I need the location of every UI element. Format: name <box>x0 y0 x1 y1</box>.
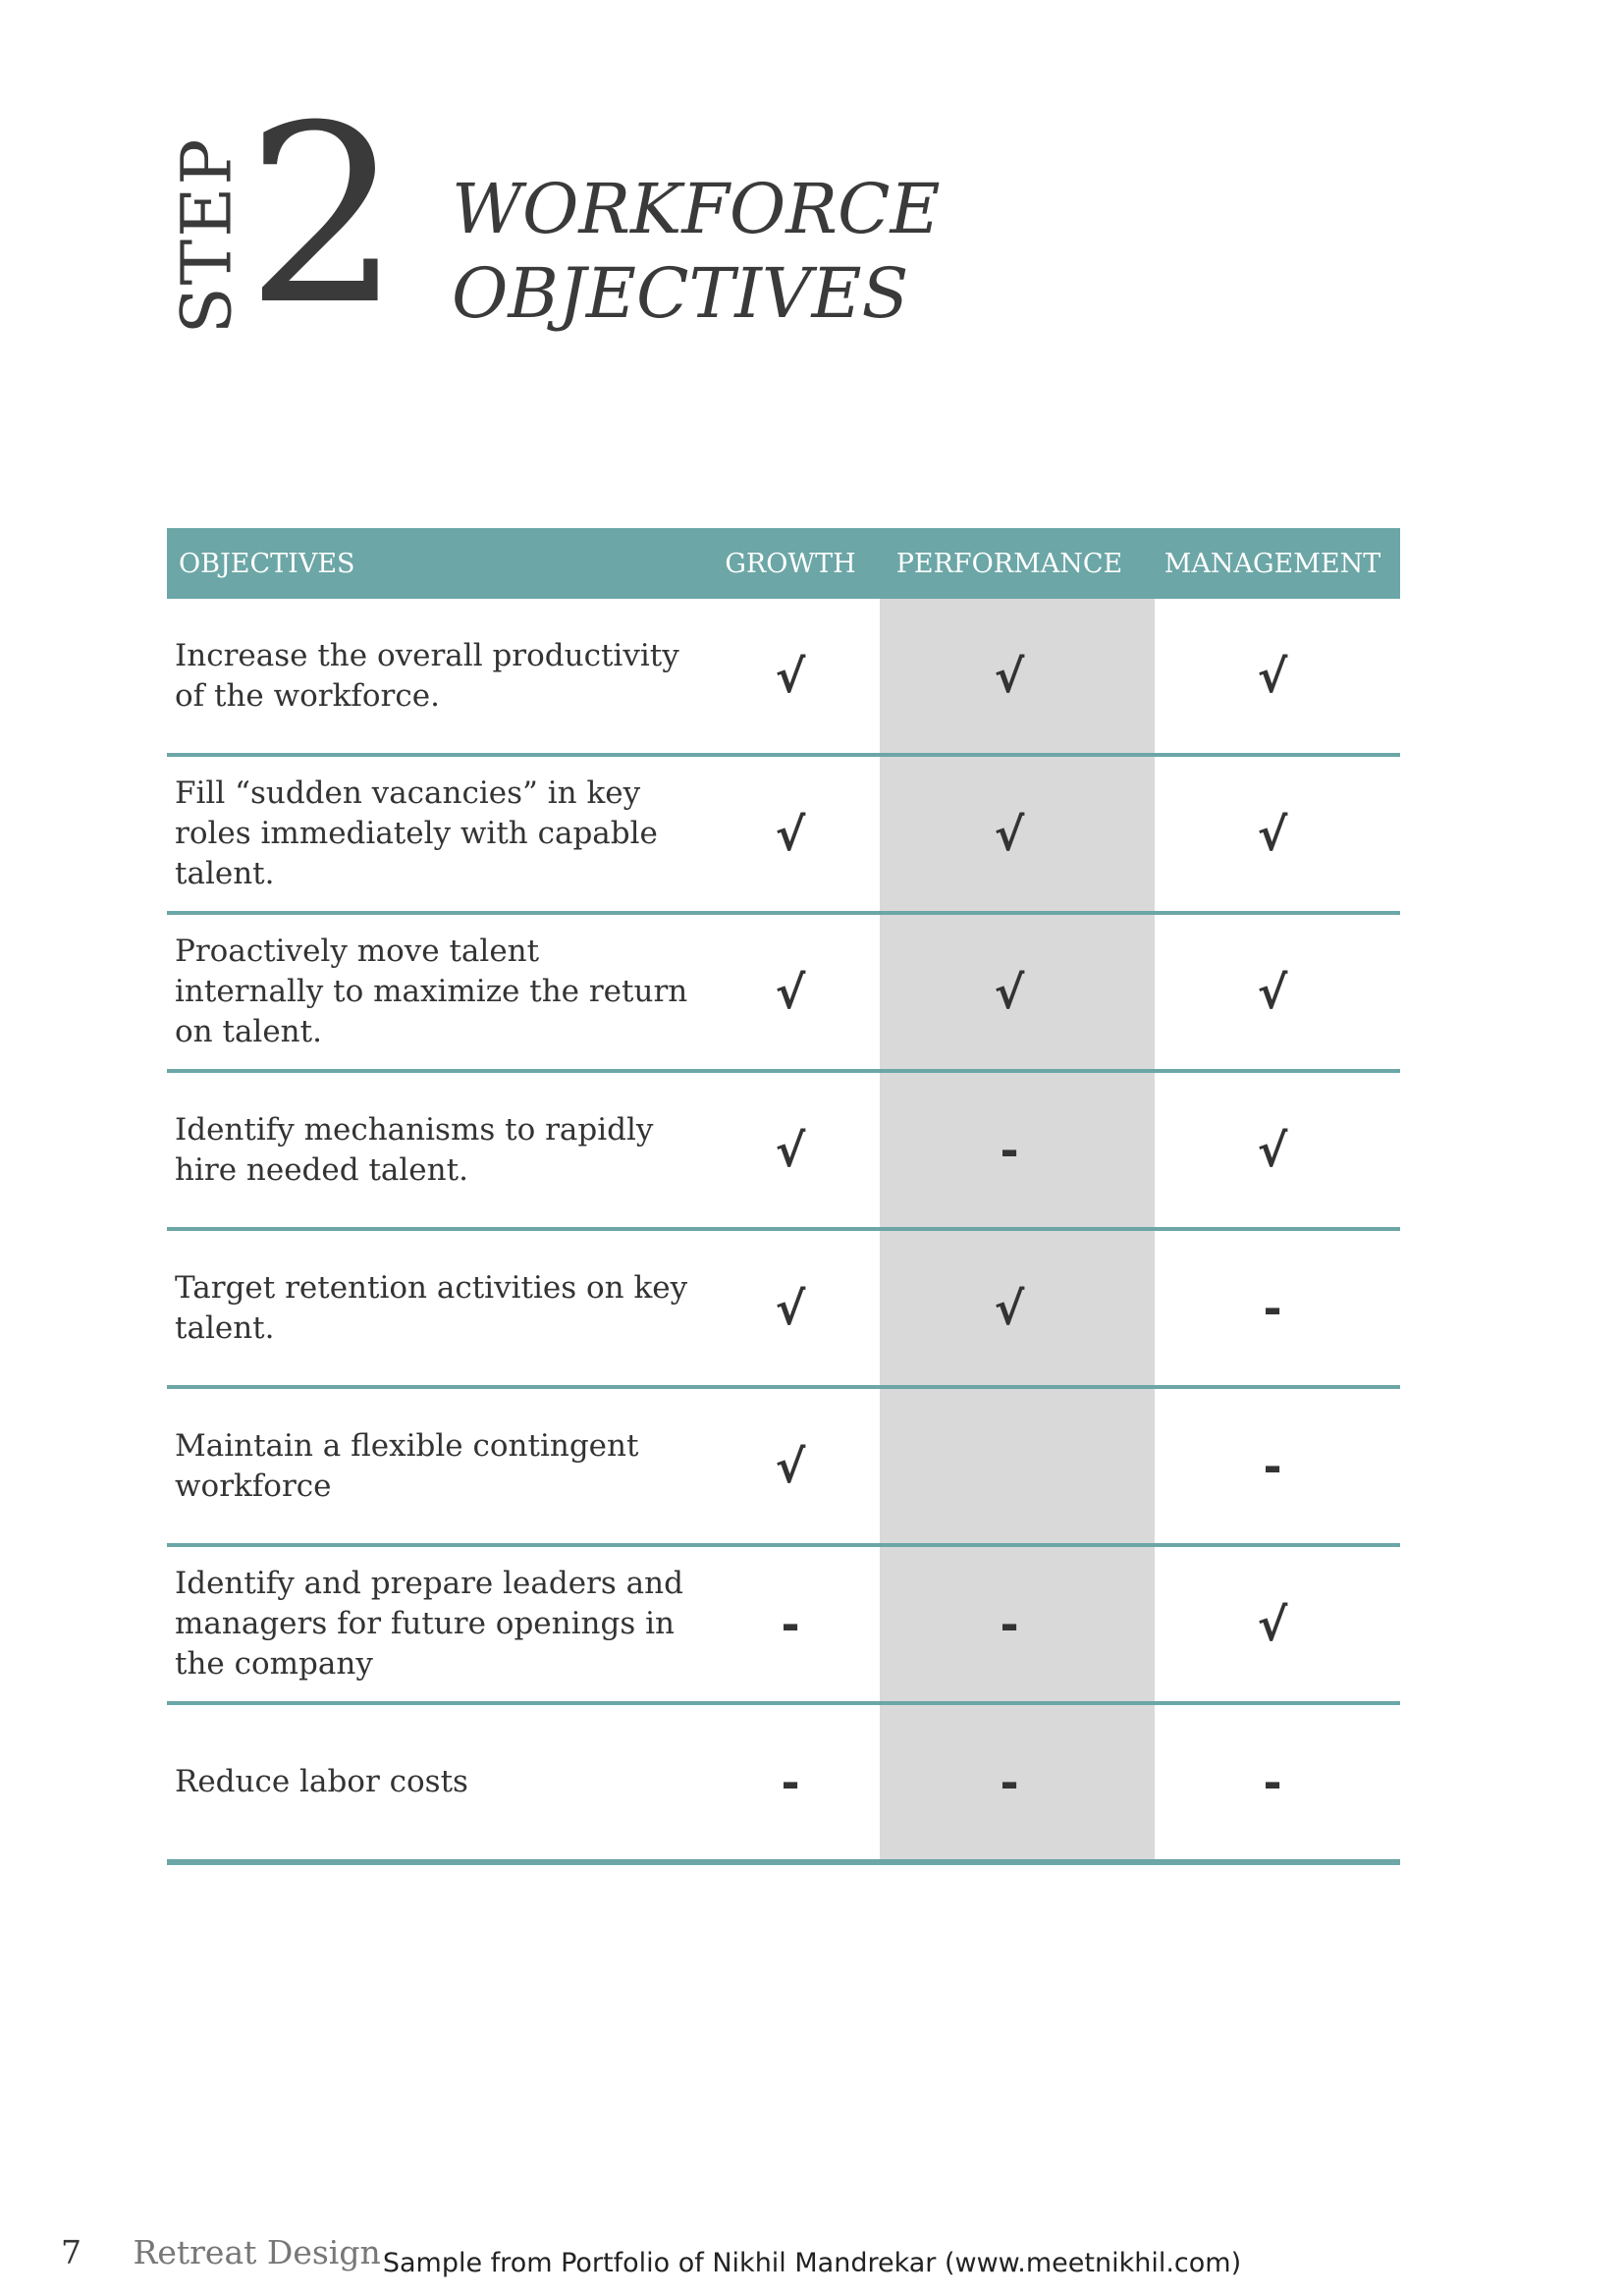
management-cell: √ <box>1257 807 1288 861</box>
header-performance: PERFORMANCE <box>895 548 1123 579</box>
performance-cell: - <box>1000 1123 1019 1177</box>
table-header <box>167 528 1400 599</box>
page-number: 7 <box>61 2233 81 2271</box>
growth-cell: - <box>781 1597 800 1651</box>
management-cell: √ <box>1257 649 1288 703</box>
page-title <box>452 167 941 336</box>
objective-cell: Reduce labor costs <box>175 1764 468 1799</box>
growth-cell: √ <box>775 965 806 1019</box>
table-row <box>167 757 1400 915</box>
growth-cell: √ <box>775 1439 806 1493</box>
objective-cell: Maintain a flexible contingent workforce <box>175 1427 639 1504</box>
table-row <box>167 1073 1400 1231</box>
management-cell: √ <box>1257 1597 1288 1651</box>
section-name: Retreat Design <box>133 2233 381 2271</box>
step-label-text: STEP <box>166 136 246 335</box>
performance-cell: √ <box>994 649 1025 703</box>
management-cell: √ <box>1257 965 1288 1019</box>
table-row <box>167 915 1400 1073</box>
performance-cell: - <box>1000 1755 1019 1809</box>
title-line-2: OBJECTIVES <box>452 253 909 334</box>
objective-cell: Target retention activities on key talent. <box>175 1269 688 1346</box>
objective-cell: Fill “sudden vacancies” in key roles immediately with capable talent. <box>175 775 658 891</box>
header-objectives: OBJECTIVES <box>179 548 355 579</box>
management-cell: - <box>1263 1755 1282 1809</box>
table-row <box>167 1389 1400 1547</box>
growth-cell: √ <box>775 649 806 703</box>
performance-cell: - <box>1000 1597 1019 1651</box>
growth-cell: √ <box>775 807 806 861</box>
table-row <box>167 1705 1400 1865</box>
objective-cell: Increase the overall productivity of the workforce. <box>175 637 679 714</box>
title-line-1: WORKFORCE <box>452 169 941 249</box>
growth-cell: √ <box>775 1281 806 1335</box>
header-management: MANAGEMENT <box>1164 548 1381 579</box>
table-row <box>167 1231 1400 1389</box>
management-cell: - <box>1263 1439 1282 1493</box>
table-row <box>167 1547 1400 1705</box>
growth-cell: √ <box>775 1123 806 1177</box>
growth-cell: - <box>781 1755 800 1809</box>
objective-cell: Identify and prepare leaders and managers for future openings in the company <box>175 1566 683 1682</box>
performance-cell: √ <box>994 807 1025 861</box>
step-number: 2 <box>245 73 403 358</box>
objective-cell: Proactively move talent internally to maximize the return on talent. <box>175 934 688 1049</box>
performance-cell: √ <box>994 965 1025 1019</box>
portfolio-credit: Sample from Portfolio of Nikhil Mandrekar (www.meetnikhil.com) <box>382 2248 1242 2278</box>
performance-cell <box>874 1389 1145 1543</box>
objectives-table <box>167 528 1400 1865</box>
header-growth: GROWTH <box>725 548 856 579</box>
performance-cell: √ <box>994 1281 1025 1335</box>
management-cell: √ <box>1257 1123 1288 1177</box>
table-body <box>167 599 1400 1865</box>
objective-cell: Identify mechanisms to rapidly hire needed talent. <box>175 1111 654 1188</box>
management-cell: - <box>1263 1281 1282 1335</box>
table-row <box>167 599 1400 757</box>
step-label <box>166 136 246 335</box>
